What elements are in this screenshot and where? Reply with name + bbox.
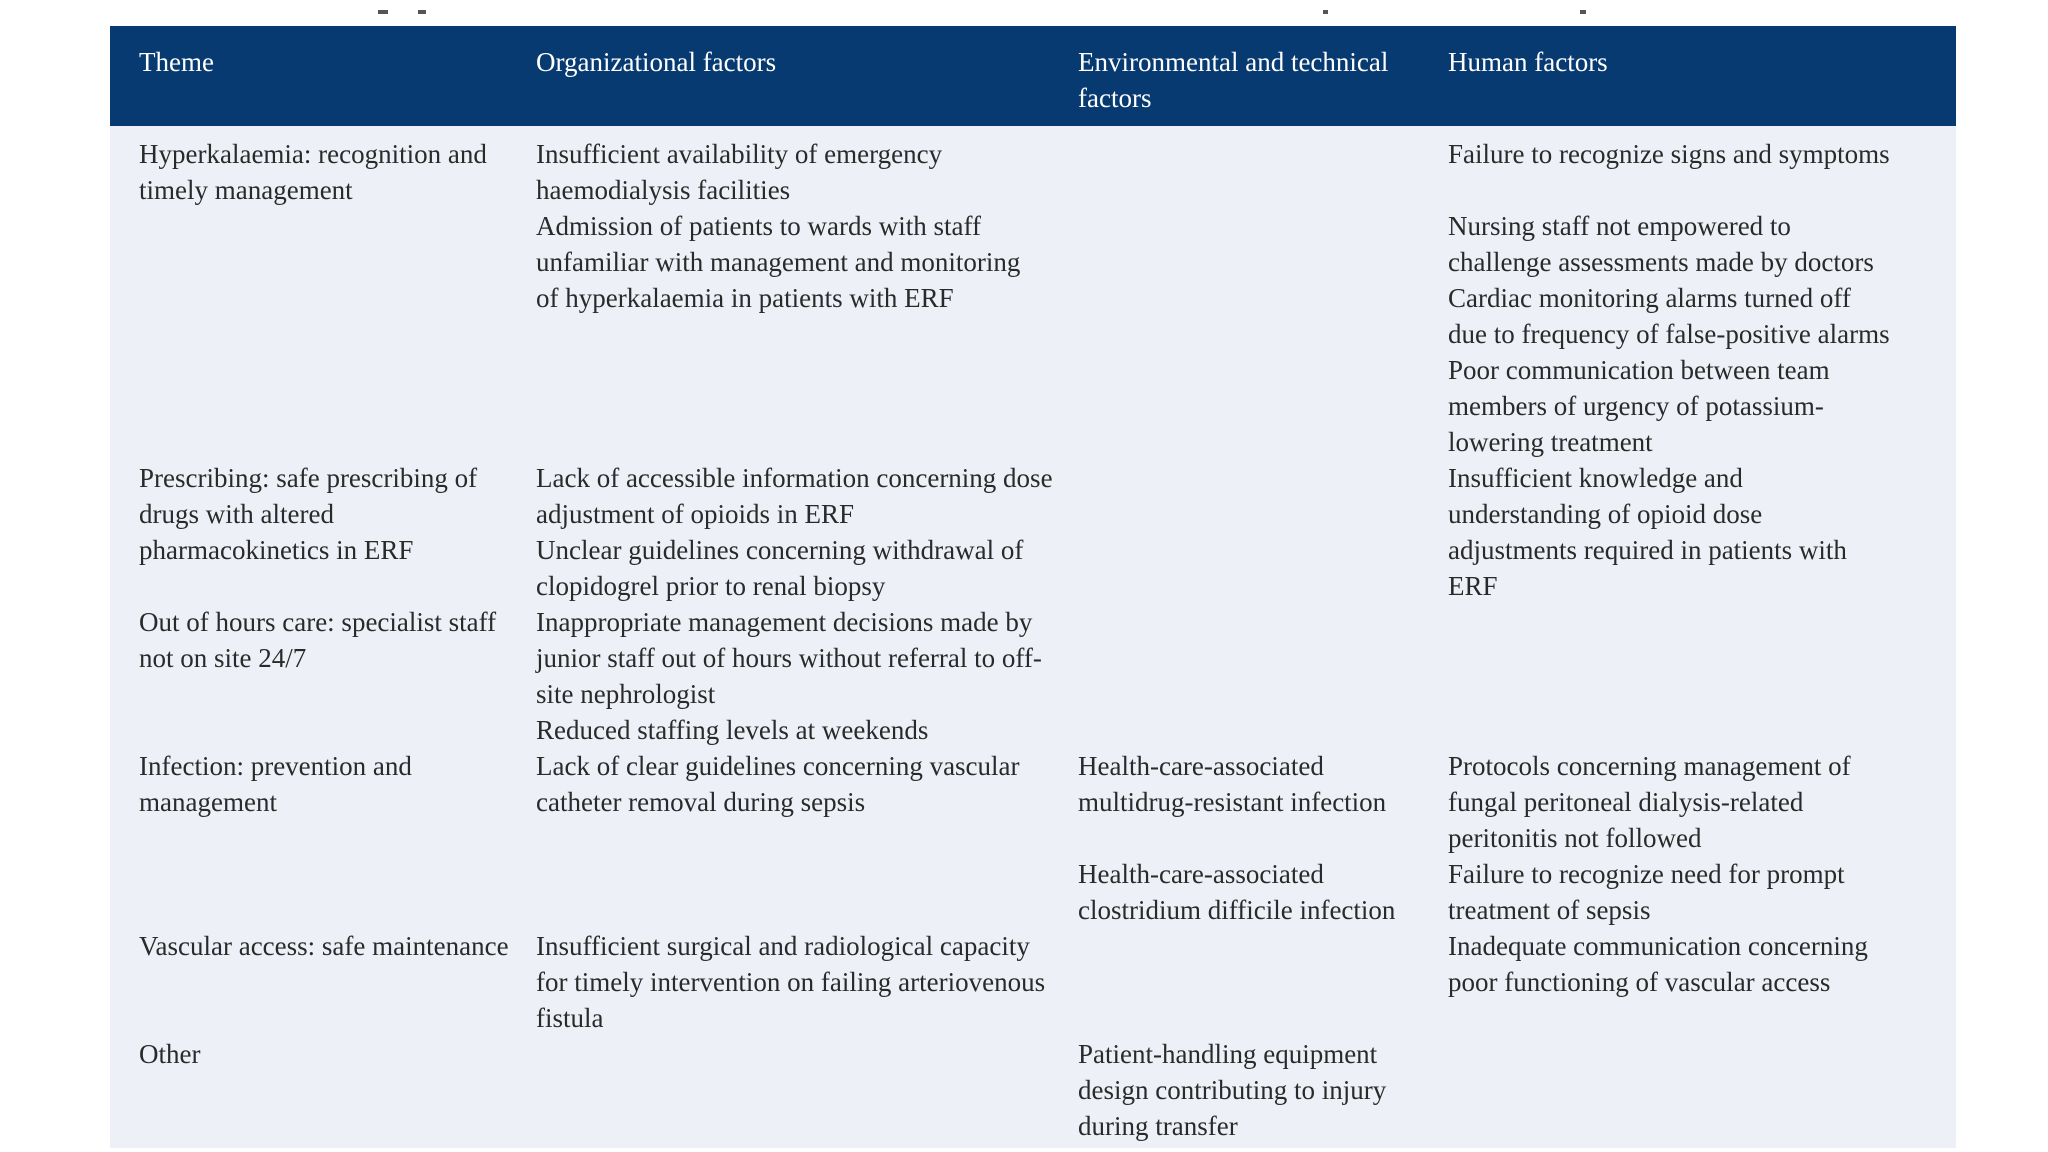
table-header-row [110,26,1956,126]
header-organizational-factors: Organizational factors [536,47,777,77]
human-infection-2: Failure to recognize need for prompt treatment of sepsis [1448,859,1845,925]
human-prescribing: Insufficient knowledge and understanding of opioid dose adjustments required in patients with ERF [1448,463,1847,601]
cropped-text-fragment [1323,10,1328,14]
env-infection-1: Health-care-associated multidrug-resistant infection [1078,751,1387,817]
header-human-factors: Human factors [1448,47,1608,77]
theme-hyperkalaemia: Hyperkalaemia: recognition and timely management [139,139,487,205]
theme-vascular-access: Vascular access: safe maintenance [139,931,509,961]
header-environmental-technical-factors: Environmental and technical factors [1078,47,1389,113]
org-prescribing: Lack of accessible information concerning dose adjustment of opioids in ERF Unclear guidelines concerning withdrawal of clopidogrel prior to renal biopsy [536,463,1053,601]
theme-prescribing: Prescribing: safe prescribing of drugs with altered pharmacokinetics in ERF [139,463,478,565]
human-hyperkalaemia-2: Nursing staff not empowered to challenge assessments made by doctors Cardiac monitoring alarms turned off due to frequency of false-positive alarms Poor communication between team members of urgency of potassium- lowering treatment [1448,211,1890,457]
human-hyperkalaemia-1: Failure to recognize signs and symptoms [1448,139,1890,169]
human-infection-1: Protocols concerning management of fungal peritoneal dialysis-related peritonitis not followed [1448,751,1851,853]
theme-infection: Infection: prevention and management [139,751,412,817]
cropped-text-fragment [1580,10,1586,14]
env-other: Patient-handling equipment design contributing to injury during transfer [1078,1039,1387,1141]
org-vascular-access: Insufficient surgical and radiological capacity for timely intervention on failing arteriovenous fistula [536,931,1046,1033]
theme-other: Other [139,1039,201,1069]
cropped-text-fragment [378,10,388,14]
org-infection: Lack of clear guidelines concerning vascular catheter removal during sepsis [536,751,1020,817]
human-vascular-access: Inadequate communication concerning poor functioning of vascular access [1448,931,1868,997]
theme-out-of-hours: Out of hours care: specialist staff not on site 24/7 [139,607,497,673]
org-out-of-hours: Inappropriate management decisions made by junior staff out of hours without referral to off- site nephrologist Reduced staffing levels at weekends [536,607,1042,745]
env-infection-2: Health-care-associated clostridium difficile infection [1078,859,1396,925]
header-theme: Theme [139,47,214,77]
org-hyperkalaemia: Insufficient availability of emergency haemodialysis facilities Admission of patients to wards with staff unfamiliar with management and monitoring of hyperkalaemia in patients with ERF [536,139,1021,313]
factors-table [110,26,1956,1148]
cropped-text-fragment [418,10,426,14]
